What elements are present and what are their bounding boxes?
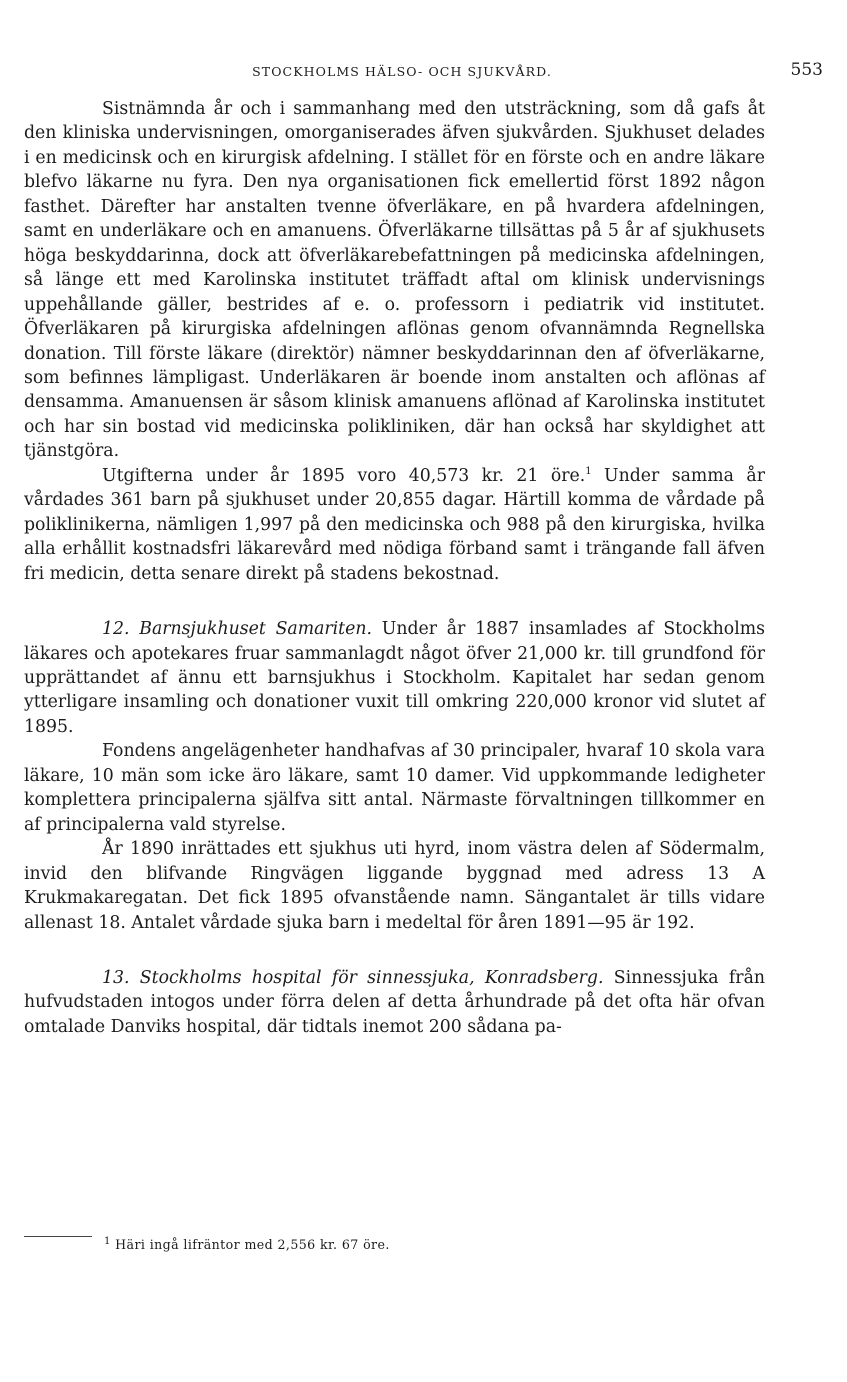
section-13-konradsberg (24, 966, 765, 1039)
paragraph-hospital-1890 (24, 837, 765, 935)
section-heading: Barnsjukhuset Samariten. (139, 619, 372, 640)
footnote (104, 1236, 390, 1254)
footnote-text: Häri ingå lifräntor med 2,556 kr. 67 öre. (110, 1237, 390, 1252)
section-number: 12. (102, 619, 130, 640)
paragraph-text: År 1890 inrättades ett sjukhus uti hyrd, inom västra delen af Södermalm, invid den blifvande Ringvägen liggande byggnad med adress 13 A Krukmakaregatan. Det fick 1895 ofvanstående namn. Sängantalet är tills vidare allenast 18. Antalet vårdade sjuka barn i medeltal för åren 1891—95 är 192. (24, 839, 765, 933)
running-header (0, 62, 847, 82)
footnote-marker: 1 (104, 1235, 111, 1247)
paragraph-text: Under samma år vårdades 361 barn på sjukhuset under 20,855 dagar. Härtill komma de vårdade på poliklinikerna, nämligen 1,997 på den medicinska och 988 på den kirurgiska, hvilka alla erhållit kostnadsfri läkarevård med nödiga förband samt i trängande fall äfven fri medicin, detta senare direkt på stadens bekostnad. (24, 465, 765, 584)
section-12-samariten (24, 617, 765, 739)
footnote-reference: 1 (585, 466, 592, 478)
page-number: 553 (790, 60, 823, 80)
footnote-divider (24, 1236, 92, 1237)
paragraph-fund-administration (24, 739, 765, 837)
paragraph-text: Utgifterna under år 1895 voro 40,573 kr. 21 öre. (102, 465, 586, 486)
section-heading: Stockholms hospital för sinnessjuka, Konradsberg. (139, 967, 604, 988)
paragraph-text: Sinnessjuka från hufvudstaden intogos under förra delen af detta århundrade på det ofta här ofvan omtalade Danviks hospital, där tidtals inemot 200 sådana pa- (24, 967, 765, 1037)
paragraph-text: Fondens angelägenheter handhafvas af 30 principaler, hvaraf 10 skola vara läkare, 10 män som icke äro läkare, samt 10 damer. Vid uppkommande ledigheter komplettera principalerna själfva sitt antal. Närmaste förvaltningen tillkommer en af principalerna vald styrelse. (24, 741, 765, 835)
paragraph-text: Sistnämnda år och i sammanhang med den utsträckning, som då gafs åt den kliniska undervisningen, omorganiserades äfven sjukvården. Sjukhuset delades i en medicinsk och en kirurgisk afdelning. I stället för en förste och en andre läkare blefvo läkarne nu fyra. Den nya organisationen fick emellertid först 1892 någon fasthet. Därefter har anstalten tvenne öfverläkare, en på hvardera afdelningen, samt en underläkare och en amanuens. Öfverläkarne tillsättas på 5 år af sjukhusets höga beskyddarinna, dock att öfverläkarebefattningen på medicinska afdelningen, så länge ett med Karolinska institutet träffadt aftal om klinisk undervisnings uppehållande gäller, bestrides af e. o. professorn i pediatrik vid institutet. Öfverläkaren på kirurgiska afdelningen aflönas genom ofvannämnda Regnellska donation. Till förste läkare (direktör) nämner beskyddarinnan den af öfverläkarne, som befinnes lämpligast. Underläkaren är boende inom anstalten och aflönas af densamma. Amanuensen är såsom klinisk amanuens aflönad af Karolinska institutet och har sin bostad vid medicinska polikliniken, där han också har skyldighet att tjänstgöra. (24, 99, 765, 462)
section-number: 13. (102, 967, 130, 988)
body-text (24, 97, 765, 1039)
paragraph-reorganisation (24, 97, 765, 464)
running-title: STOCKHOLMS HÄLSO- OCH SJUKVÅRD. (252, 64, 552, 79)
paragraph-text: Under år 1887 insamlades af Stockholms läkares och apotekares fruar sammanlagdt något öfver 21,000 kr. till grundfond för upprättandet af ännu ett barnsjukhus i Stockholm. Kapitalet har sedan genom ytterligare insamling och donationer vuxit till omkring 220,000 kronor vid slutet af 1895. (24, 619, 765, 737)
paragraph-expenses (24, 464, 765, 586)
